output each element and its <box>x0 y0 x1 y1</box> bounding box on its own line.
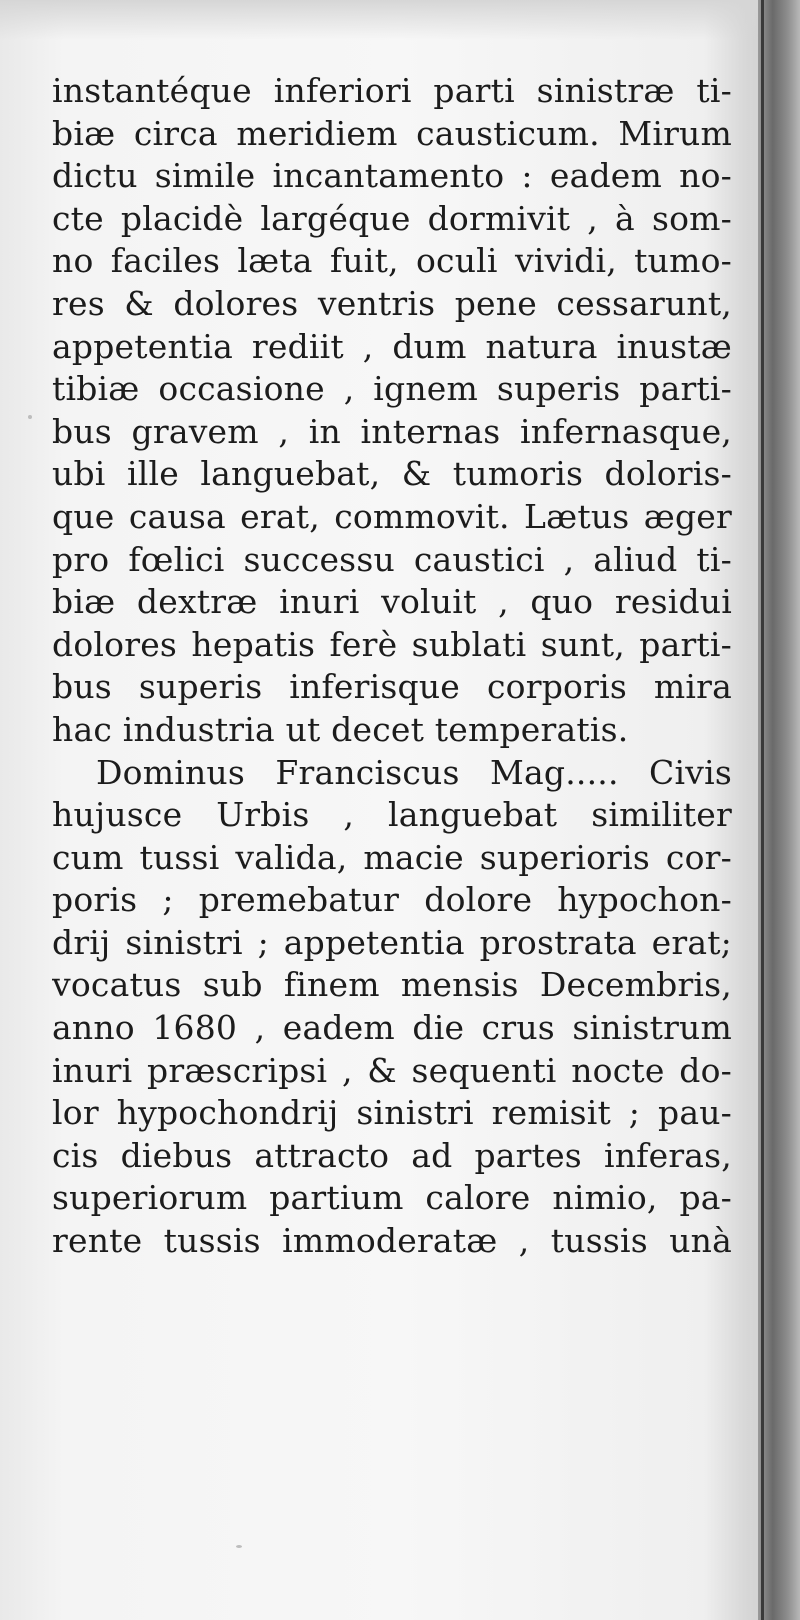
text-line-3: dictu simile incantamento : eadem no- <box>52 156 732 196</box>
ink-speck <box>28 415 32 419</box>
page-top-shadow <box>0 0 760 40</box>
text-line-26: cis diebus attracto ad partes inferas, <box>52 1135 732 1175</box>
text-line-18: hujusce Urbis , languebat similiter <box>52 795 732 835</box>
text-line-12: pro fœlici successu caustici , aliud ti- <box>52 539 732 579</box>
text-line-10: ubi ille languebat, & tumoris doloris- <box>52 454 732 494</box>
text-line-19: cum tussi valida, macie superioris cor- <box>52 837 732 877</box>
text-line-20: poris ; premebatur dolore hypochon- <box>52 880 732 920</box>
text-line-2: biæ circa meridiem causticum. Mirum <box>52 113 732 153</box>
text-line-8: tibiæ occasione , ignem superis parti- <box>52 369 732 409</box>
text-line-21: drij sinistri ; appetentia prostrata erat; <box>52 922 732 962</box>
text-line-15: bus superis inferisque corporis mira <box>52 667 732 707</box>
book-gutter <box>758 0 800 1620</box>
latin-text-block <box>52 70 732 1263</box>
text-line-11: que causa erat, commovit. Lætus æger <box>52 496 732 536</box>
text-line-7: appetentia rediit , dum natura inustæ <box>52 326 732 366</box>
text-line-27: superiorum partium calore nimio, pa- <box>52 1178 732 1218</box>
text-line-14: dolores hepatis ferè sublati sunt, parti- <box>52 624 732 664</box>
text-line-1: instantéque inferiori parti sinistræ ti- <box>52 71 732 110</box>
text-line-4: cte placidè largéque dormivit , à som- <box>52 198 732 238</box>
text-line-16: hac industria ut decet temperatis. <box>52 709 629 749</box>
gutter-fold-line <box>761 0 764 1620</box>
text-line-23: anno 1680 , eadem die crus sinistrum <box>52 1008 732 1048</box>
text-line-6: res & dolores ventris pene cessarunt, <box>52 283 732 323</box>
text-line-28: rente tussis immoderatæ , tussis unà <box>52 1221 732 1261</box>
text-line-13: biæ dextræ inuri voluit , quo residui <box>52 582 732 622</box>
text-line-22: vocatus sub finem mensis Decembris, <box>52 965 732 1005</box>
text-line-24: inuri præscripsi , & sequenti nocte do- <box>52 1050 732 1090</box>
text-line-9: bus gravem , in internas infernasque, <box>52 411 732 451</box>
ink-speck <box>236 1545 242 1548</box>
text-line-25: lor hypochondrij sinistri remisit ; pau- <box>52 1093 732 1133</box>
text-line-5: no faciles læta fuit, oculi vividi, tumo- <box>52 241 732 281</box>
text-line-17: Dominus Franciscus Mag..... Civis <box>96 752 732 792</box>
